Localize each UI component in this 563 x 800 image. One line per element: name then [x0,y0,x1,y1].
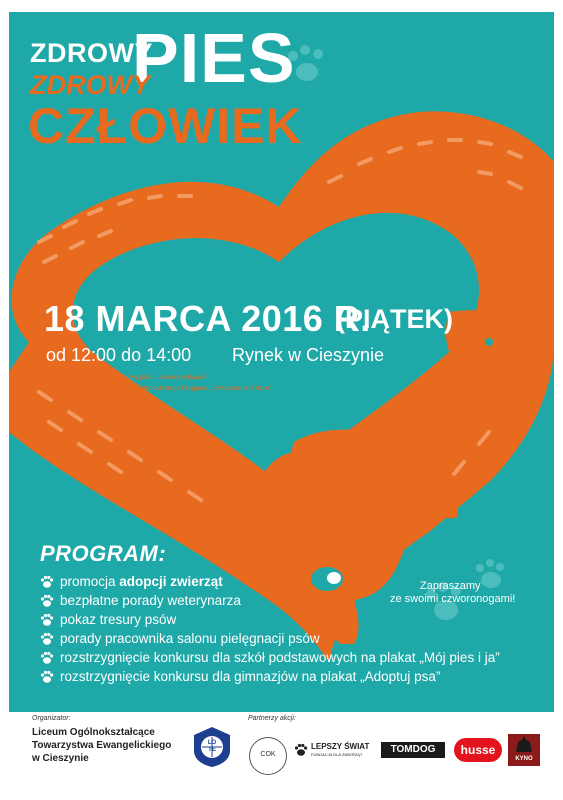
program-item-text: rozstrzygnięcie konkursu dla gimnazjów na plakat „Adoptuj psa” [60,669,441,684]
title-czlowiek: CZŁOWIEK [28,98,303,154]
program-item-bold: adopcji zwierząt [119,574,223,589]
paw-icon [40,594,54,608]
program-item-text: pokaz tresury psów [60,612,177,627]
school-logo-text: LO TE [207,740,217,753]
paw-icon [40,670,54,684]
invite-line-1: Zapraszamy [420,580,481,592]
partner-lepszy-text: LEPSZY ŚWIAT [311,742,370,751]
partner-cok-text: COK [260,751,276,758]
event-day: (PIĄTEK) [336,304,453,334]
title-zdrowy-2: ZDROWY [30,70,150,100]
paw-icon [294,743,308,757]
organizer-label: Organizator: [32,715,71,722]
partner-logo-husse [454,738,502,762]
organizer-name-line-1: Liceum Ogólnokształcące [32,727,155,738]
partner-logo-tomdog [381,742,445,758]
title-pies: PIES [132,19,296,97]
program-item-text: bezpłatne porady weterynarza [60,593,241,608]
partners-label: Partnerzy akcji: [248,715,296,722]
design-credit: projekt plakatu: ... [2,600,8,640]
program-title: PROGRAM: [40,541,167,566]
event-note-1: Happening pod hasłem „Zdrowy pies – zdrowy człowiek” [46,374,209,381]
event-time: od 12:00 do 14:00 [46,345,192,365]
partner-logo-cok [249,737,287,775]
partner-kyno-text: KYNO [515,756,533,762]
partner-lepszy-subtext: FUNDACJA DLA ZWIERZĄT [311,752,363,757]
paw-icon [40,632,54,646]
paw-icon [40,613,54,627]
event-place: Rynek w Cieszynie [232,345,385,365]
partner-logo-kyno [508,734,540,766]
dog-icon [508,734,540,756]
event-date: 18 MARCA 2016 R. [44,298,371,339]
organizer-name-line-3: w Cieszynie [32,753,89,764]
title-zdrowy-1: ZDROWY [30,38,153,68]
partner-husse-text: husse [460,743,496,757]
invite-line-2: ze swoimi czworonogami! [390,593,516,605]
paw-icon [40,651,54,665]
program-item-text: rozstrzygnięcie konkursu dla szkół podstawowych na plakat „Mój pies i ja” [60,650,500,665]
paw-icon [40,575,54,589]
partner-logo-lepszy-swiat [294,741,374,761]
program-item-text: porady pracownika salonu pielęgnacji psów [60,631,320,646]
school-logo [190,725,234,769]
program-item-text: promocja [60,574,120,589]
event-note-2: projekt edukacyjny w ramach Ogólnopolskiego Programu „Zwierzaki w Szkole” [46,385,272,392]
organizer-name-line-2: Towarzystwa Ewangelickiego [32,740,172,751]
partner-tomdog-text: TOMDOG [390,744,436,755]
